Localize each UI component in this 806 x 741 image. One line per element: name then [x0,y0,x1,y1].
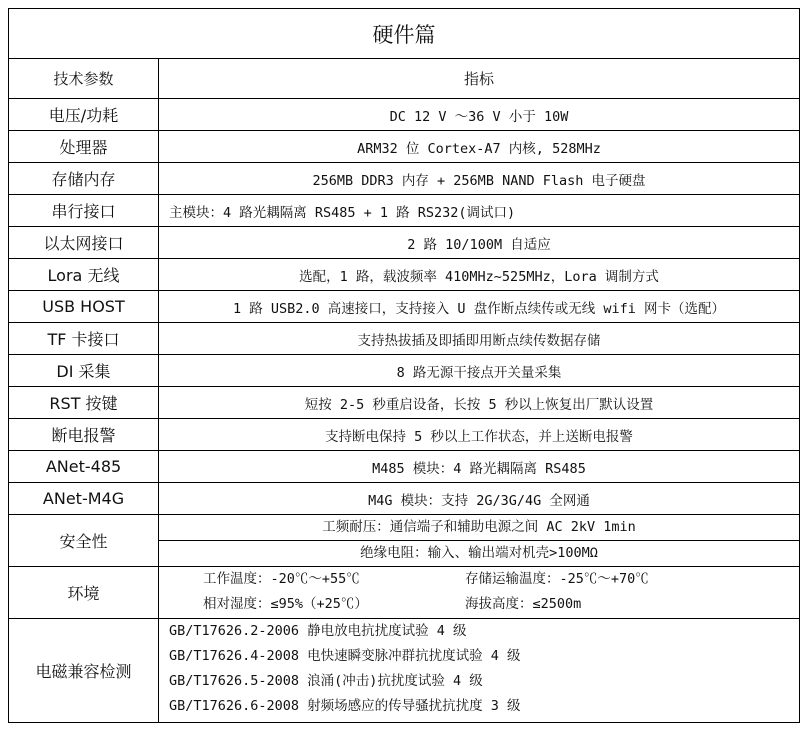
value-power-alarm: 支持断电保持 5 秒以上工作状态，并上送断电报警 [159,419,800,451]
hardware-spec-table [8,8,800,723]
table-row [9,291,800,323]
param-serial: 串行接口 [9,195,159,227]
header-spec: 指标 [159,59,800,99]
value-serial: 主模块：4 路光耦隔离 RS485 + 1 路 RS232(调试口) [159,195,800,227]
param-processor: 处理器 [9,131,159,163]
param-safety: 安全性 [9,515,159,567]
value-di: 8 路无源干接点开关量采集 [159,355,800,387]
value-voltage: DC 12 V ～36 V 小于 10W [159,99,800,131]
param-environment: 环境 [9,567,159,619]
safety-line-voltage: 工频耐压：通信端子和辅助电源之间 AC 2kV 1min [322,519,636,535]
table-row [9,99,800,131]
table-title: 硬件篇 [9,9,800,59]
table-row [9,387,800,419]
value-environment [159,567,800,619]
table-row [9,227,800,259]
table-row-emc [9,619,800,723]
value-ethernet: 2 路 10/100M 自适应 [159,227,800,259]
value-anet-m4g: M4G 模块：支持 2G/3G/4G 全网通 [159,483,800,515]
table-row [9,419,800,451]
param-anet-485: ANet-485 [9,451,159,483]
env-storage-temp: 存储运输温度：-25℃～+70℃ [465,571,649,587]
param-anet-m4g: ANet-M4G [9,483,159,515]
emc-line-surge: GB/T17626.5-2008 浪涌(冲击)抗扰度试验 4 级 [169,673,483,689]
table-row [9,131,800,163]
safety-line-insulation: 绝缘电阻：输入、输出端对机壳>100MΩ [159,540,799,566]
value-usb-host: 1 路 USB2.0 高速接口，支持接入 U 盘作断点续传或无线 wifi 网卡（选配） [159,291,800,323]
table-row [9,323,800,355]
param-tf-card: TF 卡接口 [9,323,159,355]
value-processor: ARM32 位 Cortex-A7 内核, 528MHz [159,131,800,163]
env-line-humidity [159,592,799,617]
value-memory: 256MB DDR3 内存 + 256MB NAND Flash 电子硬盘 [159,163,800,195]
param-power-alarm: 断电报警 [9,419,159,451]
emc-line-rf-conducted: GB/T17626.6-2008 射频场感应的传导骚扰抗扰度 3 级 [169,698,521,714]
value-safety [159,515,800,567]
env-humidity: 相对湿度：≤95%（+25℃） [203,596,368,612]
header-param: 技术参数 [9,59,159,99]
value-emc [159,619,800,723]
table-row [9,451,800,483]
table-row-environment [9,567,800,619]
emc-line-esd: GB/T17626.2-2006 静电放电抗扰度试验 4 级 [169,623,467,639]
param-ethernet: 以太网接口 [9,227,159,259]
param-rst: RST 按键 [9,387,159,419]
table-row [9,259,800,291]
env-work-temp: 工作温度：-20℃～+55℃ [203,571,360,587]
value-rst: 短按 2-5 秒重启设备，长按 5 秒以上恢复出厂默认设置 [159,387,800,419]
env-line-temperature [159,567,799,592]
param-emc: 电磁兼容检测 [9,619,159,723]
value-lora: 选配，1 路，载波频率 410MHz~525MHz，Lora 调制方式 [159,259,800,291]
table-row [9,163,800,195]
table-row-safety [9,515,800,567]
param-lora: Lora 无线 [9,259,159,291]
param-memory: 存储内存 [9,163,159,195]
table-row [9,355,800,387]
param-usb-host: USB HOST [9,291,159,323]
table-row [9,483,800,515]
param-di: DI 采集 [9,355,159,387]
param-voltage: 电压/功耗 [9,99,159,131]
value-tf-card: 支持热拔插及即插即用断点续传数据存储 [159,323,800,355]
value-anet-485: M485 模块：4 路光耦隔离 RS485 [159,451,800,483]
env-altitude: 海拔高度：≤2500m [465,596,582,612]
table-row [9,195,800,227]
emc-line-eft: GB/T17626.4-2008 电快速瞬变脉冲群抗扰度试验 4 级 [169,648,521,664]
